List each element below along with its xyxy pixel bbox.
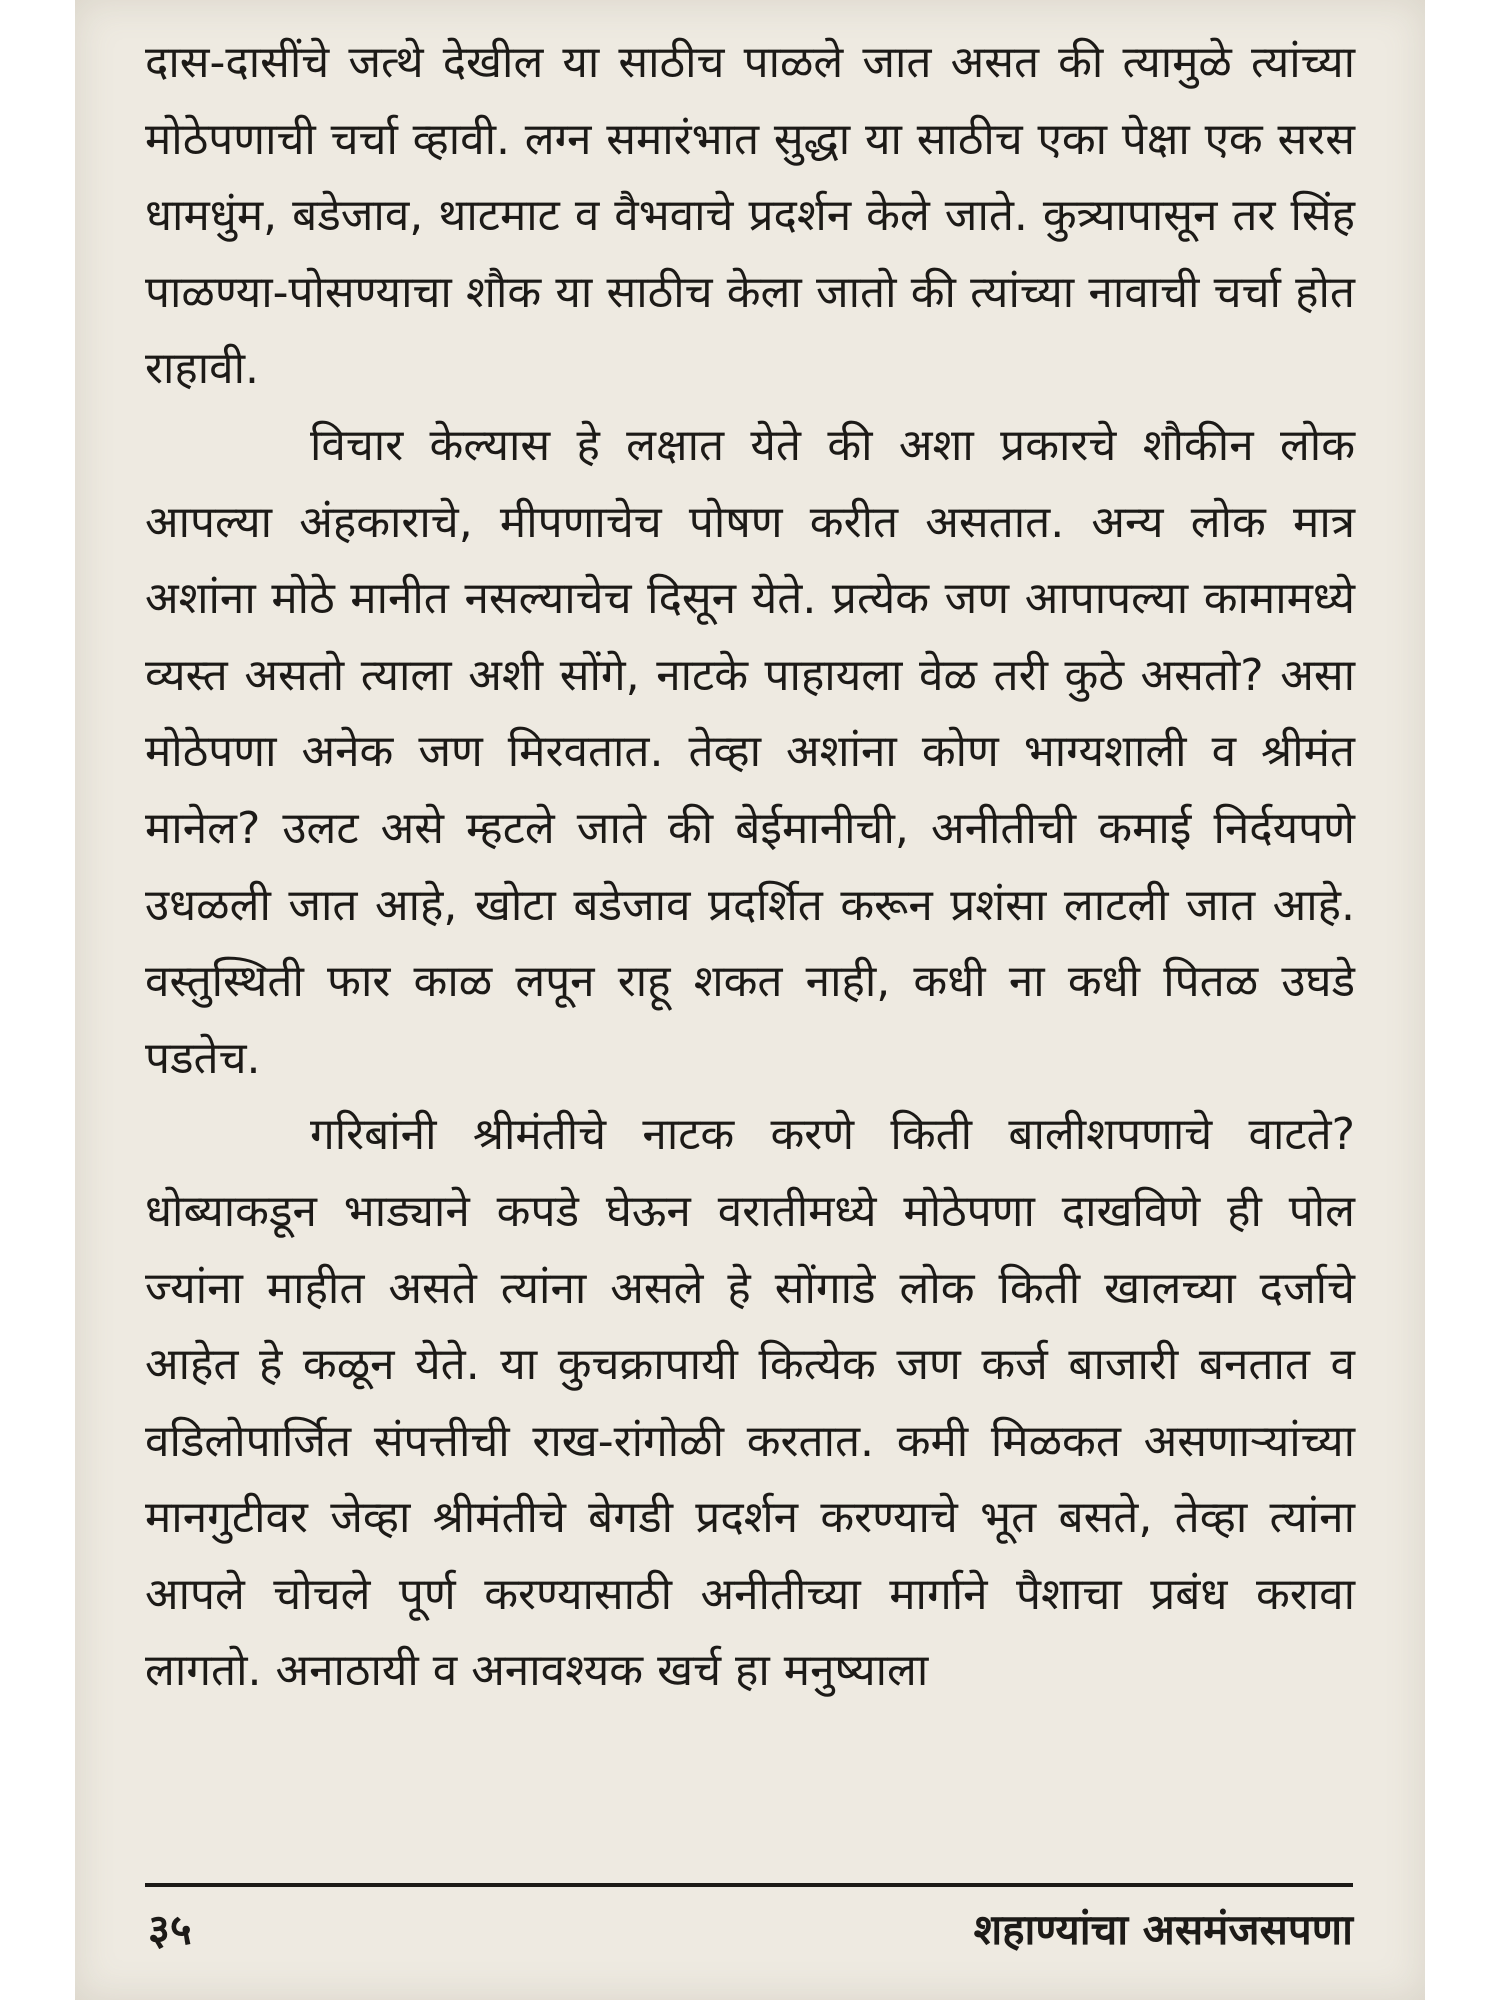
paragraph: विचार केल्यास हे लक्षात येते की अशा प्रकारचे शौकीन लोक आपल्या अंहकाराचे, मीपणाचेच पोषण करीत असतात. अन्य लोक मात्र अशांना मोठे मानीत नसल्याचेच दिसून येते. प्रत्येक जण आपापल्या कामामध्ये व्यस्त असतो त्याला अशी सोंगे, नाटके पाहायला वेळ तरी कुठे असतो? असा मोठेपणा अनेक जण मिरवतात. तेव्हा अशांना कोण भाग्यशाली व श्रीमंत मानेल? उलट असे म्हटले जाते की बेईमानीची, अनीतीची कमाई निर्दयपणे उधळली जात आहे, खोटा बडेजाव प्रदर्शित करून प्रशंसा लाटली जात आहे. वस्तुस्थिती फार काळ लपून राहू शकत नाही, कधी ना कधी पितळ उघडे पडतेच. <box>145 419 1355 1084</box>
body-text <box>145 25 1355 1710</box>
running-footer-title: शहाण्यांचा असमंजसपणा <box>973 1905 1353 1954</box>
page-number: ३५ <box>148 1905 192 1954</box>
footer-divider <box>145 1883 1353 1887</box>
paragraph: गरिबांनी श्रीमंतीचे नाटक करणे किती बालीशपणाचे वाटते? धोब्याकडून भाड्याने कपडे घेऊन वरातीमध्ये मोठेपणा दाखविणे ही पोल ज्यांना माहीत असते त्यांना असले हे सोंगाडे लोक किती खालच्या दर्जाचे आहेत हे कळून येते. या कुचक्रापायी कित्येक जण कर्ज बाजारी बनतात व वडिलोपार्जित संपत्तीची राख-रांगोळी करतात. कमी मिळकत असणाऱ्यांच्या मानगुटीवर जेव्हा श्रीमंतीचे बेगडी प्रदर्शन करण्याचे भूत बसते, तेव्हा त्यांना आपले चोचले पूर्ण करण्यासाठी अनीतीच्या मार्गाने पैशाचा प्रबंध करावा लागतो. अनाठायी व अनावश्यक खर्च हा मनुष्याला <box>145 1109 1355 1697</box>
paragraph: दास-दासींचे जत्थे देखील या साठीच पाळले जात असत की त्यामुळे त्यांच्या मोठेपणाची चर्चा व्हावी. लग्न समारंभात सुद्धा या साठीच एका पेक्षा एक सरस धामधुंम, बडेजाव, थाटमाट व वैभवाचे प्रदर्शन केले जाते. कुत्र्यापासून तर सिंह पाळण्या-पोसण्याचा शौक या साठीच केला जातो की त्यांच्या नावाची चर्चा होत राहावी. <box>145 37 1355 395</box>
